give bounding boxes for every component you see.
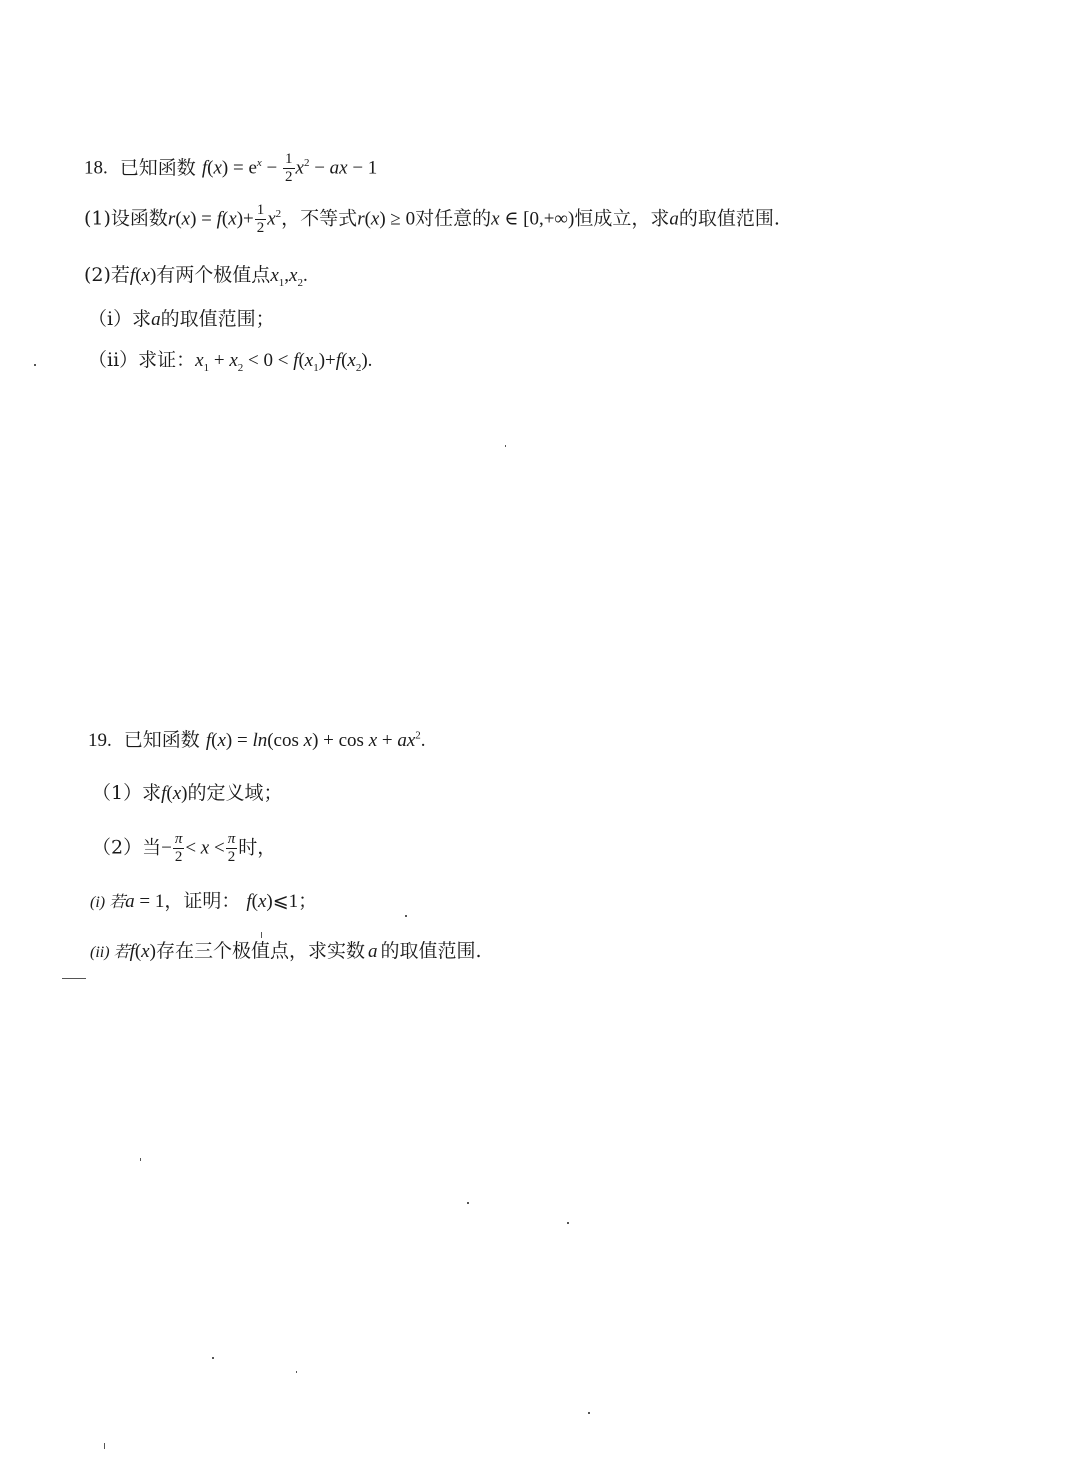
- q19-part1-prefix: （1）求: [92, 782, 162, 804]
- q18-part1-end: 的取值范围.: [678, 207, 780, 230]
- scan-dot: [261, 932, 262, 938]
- q19-part1-text: 的定义域；: [187, 782, 283, 804]
- scan-dot: [34, 364, 36, 366]
- q18-sub-i-label: （i）求: [88, 308, 152, 330]
- q19-part2-suffix: 时，: [238, 836, 277, 859]
- q19-sub-ii-end: 的取值范围.: [380, 940, 482, 962]
- q18-half-fraction: $\frac{1}{2}$: [285, 151, 293, 185]
- q18-part2-text: 有两个极值点: [156, 264, 271, 286]
- q19-pi-half-right: $\frac{\pi}{2}$: [227, 831, 236, 865]
- q19-sub-ii-text: 存在三个极值点，求实数: [155, 940, 365, 962]
- q19-sub-i-label: (i) 若: [90, 894, 126, 911]
- q18-number: 18.: [84, 157, 108, 179]
- scan-dot: [588, 1412, 590, 1414]
- q19-part2-prefix: （2）当: [92, 836, 162, 859]
- scan-dot: [104, 1443, 105, 1449]
- q18-part1-suffix: 恒成立，求: [574, 207, 670, 230]
- scan-dot: [567, 1222, 569, 1224]
- q18-part2: (2)若f(x)有两个极值点$x_1,x_2$.: [84, 264, 308, 289]
- q19-part2: （2）当− $\frac{\pi}{2}$ < x < $\frac{\pi}{2}$ 时，: [92, 831, 277, 865]
- q19-pi-half-left: $\frac{\pi}{2}$: [174, 831, 183, 865]
- scan-dot: [505, 445, 506, 447]
- q18-sub-i: （i）求a的取值范围；: [88, 308, 275, 330]
- q19-number: 19.: [88, 730, 112, 751]
- q18-part1-text: 对任意的: [415, 207, 492, 230]
- q18-sub-ii: （ii）求证：$x_1 + x_2 < 0 < f(x_1)+f(x_2)$.: [88, 349, 373, 374]
- q18-part2-prefix: (2)若: [84, 264, 130, 286]
- q19-sub-ii-label: (ii) 若: [90, 944, 130, 961]
- q18-part1-prefix: (1)设函数: [84, 207, 168, 230]
- q18-part1-half-fraction: $\frac{1}{2}$: [256, 202, 265, 236]
- q19-sub-ii: (ii) 若f(x)存在三个极值点，求实数 a 的取值范围.: [90, 940, 482, 962]
- q19-sub-i-mid: ，证明：: [164, 890, 241, 912]
- scan-dot: [467, 1202, 469, 1204]
- q18-intro: 已知函数: [119, 156, 196, 179]
- q18-sub-ii-label: （ii）求证：: [88, 349, 196, 371]
- q18-stem: 18. 已知函数 $f(x) = e^x$ − $\frac{1}{2}$ $x^2$ − ax − 1: [84, 151, 378, 185]
- q19-part1: （1）求f(x)的定义域；: [92, 782, 283, 804]
- scan-dot: [296, 1371, 297, 1373]
- q18-part1: (1)设函数r(x) = f(x)+ $\frac{1}{2}$ $x^2$，不等式r(x) ≥ 0对任意的x ∈ [0,+∞)恒成立，求a的取值范围.: [84, 202, 780, 236]
- q18-sub-i-text: 的取值范围；: [160, 308, 275, 330]
- scan-mark: [62, 978, 86, 979]
- scan-dot: [212, 1357, 214, 1359]
- scan-dot: [405, 915, 407, 917]
- q18-part1-mid: ，不等式: [281, 207, 358, 230]
- q19-sub-i: (i) 若a = 1，证明： f(x)⩽1；: [90, 890, 318, 912]
- q18-formula: f: [201, 157, 208, 179]
- scan-dot: [140, 1158, 141, 1161]
- q19-stem: 19. 已知函数 f(x) = ln(cos $x) + \cos x + ax^2$.: [88, 729, 426, 751]
- q19-intro: 已知函数: [123, 729, 200, 751]
